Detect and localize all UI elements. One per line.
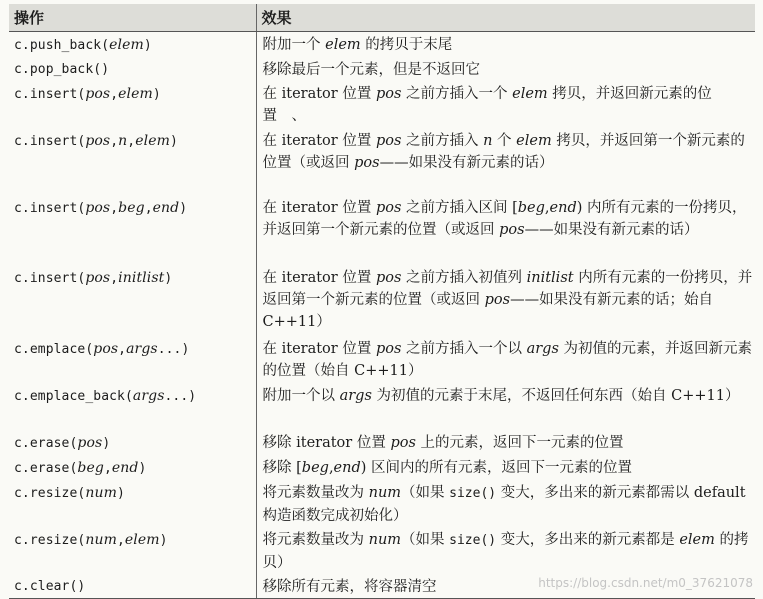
table-row: [9, 455, 755, 480]
table-row: [9, 81, 755, 128]
watermark: https://blog.csdn.net/m0_37621078: [538, 576, 753, 590]
table-row: [9, 480, 755, 527]
operation-cell: c.resize(num): [14, 485, 125, 501]
operation-cell: c.push_back(elem): [14, 37, 152, 53]
operations-table: [9, 4, 755, 599]
effect-cell: 在 iterator 位置 pos 之前方插入初值列 initlist 内所有元素的一份拷贝，并返回第一个新元素的位置（或返回 pos——如果没有新元素的话；始自 C++11）: [256, 265, 755, 336]
table-header-row: [9, 4, 755, 32]
table-row: [9, 527, 755, 574]
table-row: [9, 128, 755, 195]
table-row: [9, 57, 755, 81]
table-row: [9, 32, 755, 58]
effect-cell: 移除最后一个元素，但是不返回它: [256, 57, 755, 81]
table-row: [9, 336, 755, 383]
table-row: [9, 265, 755, 336]
effect-cell: 移除 iterator 位置 pos 上的元素，返回下一元素的位置: [256, 430, 755, 455]
operation-cell: c.insert(pos,initlist): [14, 270, 173, 286]
effect-cell: 在 iterator 位置 pos 之前方插入一个以 args 为初值的元素，并返回新元素的位置（始自 C++11）: [256, 336, 755, 383]
effect-cell: 移除所有元素，将容器清空: [256, 574, 755, 599]
header-operation: 操作: [9, 4, 256, 32]
table-row: [9, 195, 755, 265]
operation-cell: c.emplace(pos,args...): [14, 341, 190, 357]
effect-cell: 在 iterator 位置 pos 之前方插入一个 elem 拷贝，并返回新元素的位置 、: [256, 81, 755, 128]
operation-cell: c.clear(): [9, 574, 256, 599]
table-row: [9, 383, 755, 430]
operation-cell: c.insert(pos,elem): [14, 86, 161, 102]
operation-cell: c.insert(pos,n,elem): [14, 133, 178, 149]
effect-cell: 在 iterator 位置 pos 之前方插入 n 个 elem 拷贝，并返回第一个新元素的位置（或返回 pos——如果没有新元素的话）: [256, 128, 755, 195]
operation-cell: c.pop_back(): [14, 62, 110, 77]
operation-cell: c.insert(pos,beg,end): [14, 200, 188, 216]
effect-cell: 移除 [beg,end) 区间内的所有元素，返回下一元素的位置: [256, 455, 755, 480]
operation-cell: c.erase(beg,end): [14, 460, 147, 476]
operation-cell: c.emplace_back(args...): [14, 388, 197, 404]
table-row: [9, 430, 755, 455]
effect-cell: 附加一个 elem 的拷贝于末尾: [256, 32, 755, 58]
effect-cell: 附加一个以 args 为初值的元素于末尾，不返回任何东西（始自 C++11）: [256, 383, 755, 430]
effect-cell: 在 iterator 位置 pos 之前方插入区间 [beg,end) 内所有元素的一份拷贝，并返回第一个新元素的位置（或返回 pos——如果没有新元素的话）: [256, 195, 755, 265]
operation-cell: c.erase(pos): [14, 435, 111, 451]
operation-cell: c.resize(num,elem): [14, 532, 168, 548]
table-body: [9, 32, 755, 599]
header-effect: 效果: [256, 4, 755, 32]
effect-cell: 将元素数量改为 num（如果 size() 变大，多出来的新元素都是 elem 的拷贝）: [256, 527, 755, 574]
effect-cell: 将元素数量改为 num（如果 size() 变大，多出来的新元素都需以 default 构造函数完成初始化）: [256, 480, 755, 527]
